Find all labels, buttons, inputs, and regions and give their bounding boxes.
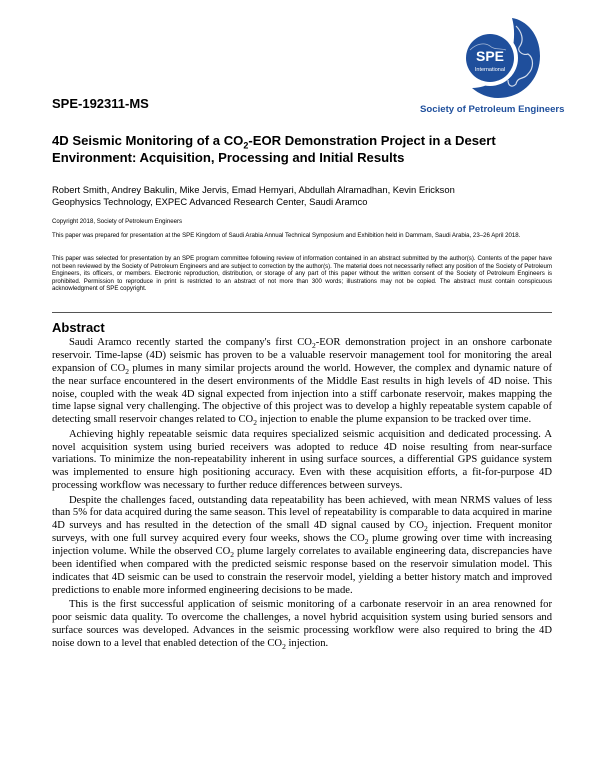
affiliation: Geophysics Technology, EXPEC Advanced Research Center, Saudi Aramco: [52, 196, 368, 207]
abstract-heading: Abstract: [52, 320, 105, 335]
disclaimer-text: This paper was selected for presentation by an SPE program committee following review of information contained in an abstract submitted by the author(s). Contents of the paper have not been reviewed by the Society of Petroleum Engineers and are subject to correction by the author(s). The material does not necessarily reflect any position of the Society of Petroleum Engineers, its officers, or members. Electronic reproduction, distribution, or storage of any part of this paper without the written consent of the Society of Petroleum Engineers is prohibited. Permission to reproduce in print is restricted to an abstract of not more than 300 words; illustrations may not be copied. The abstract must contain conspicuous acknowledgment of SPE copyright.: [52, 255, 552, 293]
abstract-paragraph: This is the first successful application of seismic monitoring of a carbonate reservoir in an area renowned for poor seismic data quality. To overcome the challenges, a novel hybrid acquisition system using buried sensors and surface sources was developed. Advances in the seismic processing workflow were also required to bring the 4D noise down to a level that enabled detection of the $CO_2$ injection.: [52, 599, 552, 651]
author-list: Robert Smith, Andrey Bakulin, Mike Jervis, Emad Hemyari, Abdullah Alramadhan, Kevin Erickson: [52, 184, 455, 195]
section-divider: [52, 312, 552, 313]
logo-badge-text: SPE: [475, 48, 505, 64]
spe-logo: [420, 14, 565, 120]
presentation-note: This paper was prepared for presentation at the SPE Kingdom of Saudi Arabia Annual Technical Symposium and Exhibition held in Dammam, Saudi Arabia, 23–26 April 2018.: [52, 232, 521, 239]
abstract-paragraph: Despite the challenges faced, outstanding data repeatability has been achieved, with mean NRMS values of less than 5% for data acquired during the same season. This level of repeatability is comparable to data acquired in marine 4D surveys and has resulted in the detection of the small 4D signal caused by $CO_2$ injection. Frequent monitor surveys, with one full survey acquired every four weeks, shows the $CO_2$ plume growing over time with increasing injection volume. While the observed $CO_2$ plume largely correlates to available engineering data, discrepancies have been identified when compared with the predicted seismic response based on the reservoir simulation model. This indicates that 4D seismic can be used to constrain the reservoir model, yielding a better history match and improved predictions to enable more informed engineering decisions to be made.: [52, 494, 552, 596]
logo-org-name: Society of Petroleum Engineers: [420, 104, 565, 115]
abstract-paragraph: Saudi Aramco recently started the company's first $CO_2$-EOR demonstration project in an onshore carbonate reservoir. Time-lapse (4D) seismic has proven to be a valuable reservoir management tool for monitoring the areal expansion of $CO_2$ plumes in many similar projects around the world. However, the complex and dynamic nature of the near surface encountered in the desert environments of the Middle East results in high levels of 4D noise. This noise, coupled with the weak 4D signal expected from injection into a stiff carbonate reservoir, makes mapping the time lapse signal very challenging. The objective of this project was to develop a highly repeatable system capable of detecting small reservoir changes related to $CO_2$ injection to enable the plume expansion to be tracked over time.: [52, 337, 553, 428]
abstract-body: [52, 337, 552, 652]
copyright-notice: Copyright 2018, Society of Petroleum Engineers: [52, 218, 183, 225]
logo-badge-subtext: International: [474, 67, 506, 73]
abstract-paragraph: Achieving highly repeatable seismic data requires specialized seismic acquisition and dedicated processing. A novel acquisition system using buried receivers was adopted to reduce 4D noise resulting from near-surface variations. To minimize the non-repeatability inherent in using surface sources, a differential GPS guidance system was implemented to ensure high positioning accuracy. Even with these acquisition efforts, a fit-for-purpose 4D processing workflow was necessary to further reduce differences between surveys.: [52, 428, 552, 492]
paper-title: 4D Seismic Monitoring of a $CO_2$-EOR Demonstration Project in a Desert Environment: Acquisition, Processing and Initial Results: [52, 133, 496, 165]
paper-id: SPE-192311-MS: [52, 96, 149, 111]
globe-icon: [450, 14, 544, 102]
